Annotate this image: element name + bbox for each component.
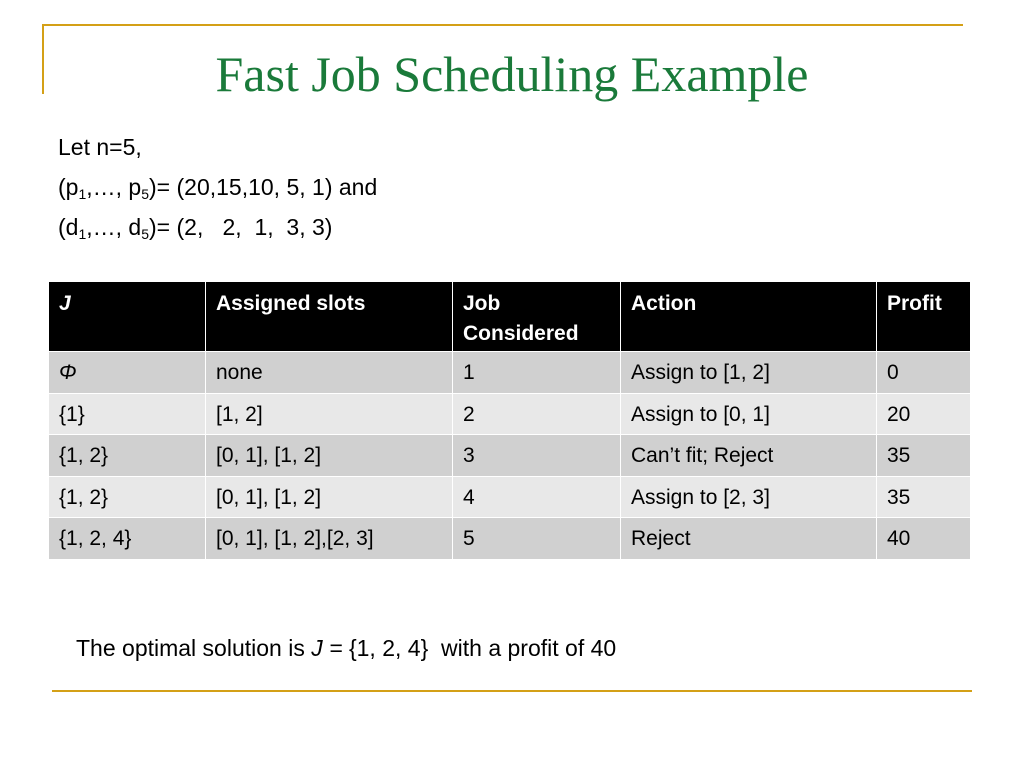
cell-job: 1 <box>453 352 621 394</box>
optimal-solution-text <box>76 630 616 666</box>
frame-top-rule <box>42 24 963 26</box>
deadlines-open: (d <box>58 214 79 240</box>
cell-action: Assign to [0, 1] <box>621 393 877 435</box>
cell-profit: 35 <box>877 435 971 477</box>
header-j: J <box>49 282 206 352</box>
cell-j: Φ <box>49 352 206 394</box>
header-profit: Profit <box>877 282 971 352</box>
profits-definition <box>58 167 377 207</box>
profits-mid: ,…, p <box>86 174 142 200</box>
cell-j: {1, 2} <box>49 476 206 518</box>
cell-assigned: [0, 1], [1, 2] <box>206 476 453 518</box>
cell-job: 2 <box>453 393 621 435</box>
header-assigned-slots: Assigned slots <box>206 282 453 352</box>
profits-values: )= (20,15,10, 5, 1) and <box>149 174 378 200</box>
cell-action: Can’t fit; Reject <box>621 435 877 477</box>
profits-open: (p <box>58 174 79 200</box>
cell-profit: 35 <box>877 476 971 518</box>
problem-statement <box>58 127 377 247</box>
profits-sub-1: 1 <box>78 186 87 202</box>
deadlines-sub-5: 5 <box>141 226 150 242</box>
conclusion-prefix: The optimal solution is <box>76 635 312 661</box>
cell-action: Assign to [1, 2] <box>621 352 877 394</box>
cell-profit: 40 <box>877 518 971 560</box>
cell-profit: 0 <box>877 352 971 394</box>
table-row <box>49 352 971 394</box>
deadlines-mid: ,…, d <box>86 214 142 240</box>
scheduling-table <box>48 281 971 560</box>
deadlines-sub-1: 1 <box>78 226 87 242</box>
cell-j: {1, 2, 4} <box>49 518 206 560</box>
cell-action: Reject <box>621 518 877 560</box>
cell-action: Assign to [2, 3] <box>621 476 877 518</box>
header-job-line2: Considered <box>463 322 579 345</box>
slide-title: Fast Job Scheduling Example <box>215 46 809 102</box>
profits-sub-5: 5 <box>141 186 150 202</box>
header-job-considered <box>453 282 621 352</box>
deadlines-definition <box>58 207 377 247</box>
conclusion-set: {1, 2, 4} <box>348 635 429 661</box>
cell-assigned: [0, 1], [1, 2] <box>206 435 453 477</box>
header-job-line1: Job <box>463 292 501 315</box>
cell-j: {1} <box>49 393 206 435</box>
cell-assigned: [1, 2] <box>206 393 453 435</box>
conclusion-suffix: with a profit of 40 <box>428 635 617 661</box>
cell-job: 3 <box>453 435 621 477</box>
table-row <box>49 476 971 518</box>
table-row <box>49 518 971 560</box>
n-definition: Let n=5, <box>58 134 142 160</box>
cell-assigned: [0, 1], [1, 2],[2, 3] <box>206 518 453 560</box>
table-row <box>49 393 971 435</box>
cell-assigned: none <box>206 352 453 394</box>
table-row <box>49 435 971 477</box>
conclusion-equals: = <box>322 635 349 661</box>
cell-j: {1, 2} <box>49 435 206 477</box>
conclusion-variable: J <box>311 635 323 661</box>
frame-bottom-rule <box>52 690 972 692</box>
cell-profit: 20 <box>877 393 971 435</box>
cell-job: 5 <box>453 518 621 560</box>
header-action: Action <box>621 282 877 352</box>
deadlines-values: )= (2, 2, 1, 3, 3) <box>149 214 333 240</box>
table-header-row <box>49 282 971 352</box>
cell-job: 4 <box>453 476 621 518</box>
